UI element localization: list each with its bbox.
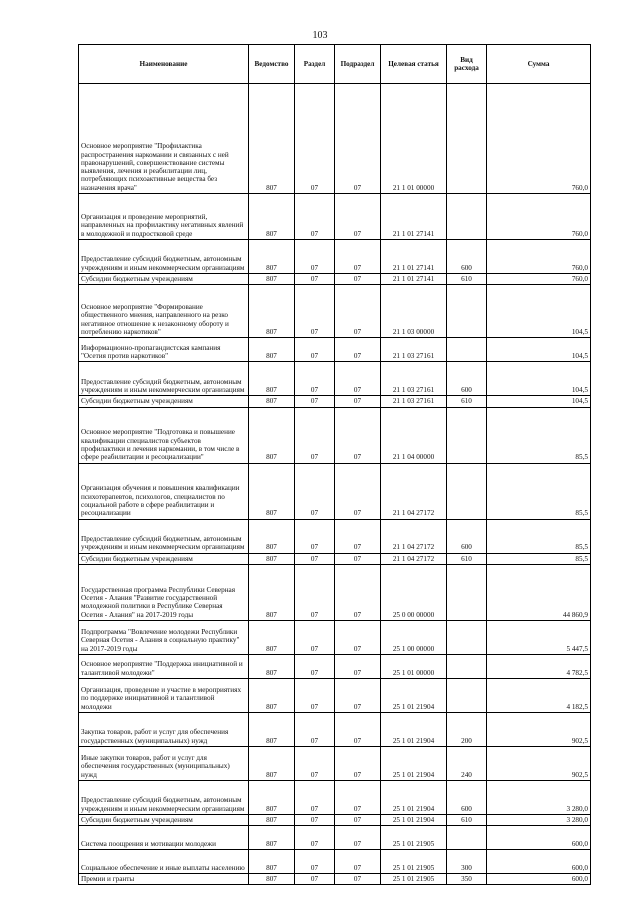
table-row bbox=[79, 850, 591, 874]
row-target: 21 1 01 00000 bbox=[381, 84, 447, 194]
row-razdel: 07 bbox=[295, 678, 335, 712]
row-target: 25 1 00 00000 bbox=[381, 620, 447, 654]
row-target: 21 1 04 00000 bbox=[381, 407, 447, 463]
row-podrazdel: 07 bbox=[335, 850, 381, 874]
row-podrazdel: 07 bbox=[335, 84, 381, 194]
row-podrazdel: 07 bbox=[335, 274, 381, 285]
row-razdel: 07 bbox=[295, 746, 335, 780]
row-razdel: 07 bbox=[295, 814, 335, 825]
row-vedomstvo: 807 bbox=[249, 285, 295, 338]
row-name: Организация обучения и повышения квалификации психотерапевтов, психологов, специалистов по социальной работе в сфере реабилитации и ресоциализации bbox=[79, 463, 249, 519]
row-target: 25 1 01 21904 bbox=[381, 814, 447, 825]
row-podrazdel: 07 bbox=[335, 826, 381, 850]
row-target: 25 1 01 21905 bbox=[381, 850, 447, 874]
table-row bbox=[79, 84, 591, 194]
row-target: 25 1 01 00000 bbox=[381, 654, 447, 678]
row-sum: 760,0 bbox=[487, 84, 591, 194]
header-vid: Вид расхода bbox=[447, 45, 487, 84]
row-target: 25 0 00 00000 bbox=[381, 564, 447, 620]
page-number: 103 bbox=[312, 30, 328, 41]
row-razdel: 07 bbox=[295, 396, 335, 407]
row-razdel: 07 bbox=[295, 240, 335, 274]
row-vedomstvo: 807 bbox=[249, 746, 295, 780]
row-sum: 3 280,0 bbox=[487, 814, 591, 825]
row-razdel: 07 bbox=[295, 620, 335, 654]
row-target: 21 1 04 27172 bbox=[381, 519, 447, 553]
row-razdel: 07 bbox=[295, 285, 335, 338]
row-vid: 300 bbox=[447, 850, 487, 874]
row-name: Государственная программа Республики Северная Осетия - Алания "Развитие государственной молодежной политики в Республике Северная Осетия - Алания" на 2017-2019 годы bbox=[79, 564, 249, 620]
row-podrazdel: 07 bbox=[335, 407, 381, 463]
row-sum: 104,5 bbox=[487, 338, 591, 362]
row-vid: 610 bbox=[447, 274, 487, 285]
row-target: 21 1 03 27161 bbox=[381, 338, 447, 362]
row-vid bbox=[447, 826, 487, 850]
row-sum: 4 182,5 bbox=[487, 678, 591, 712]
row-podrazdel: 07 bbox=[335, 396, 381, 407]
table-row bbox=[79, 362, 591, 396]
row-podrazdel: 07 bbox=[335, 338, 381, 362]
row-vedomstvo: 807 bbox=[249, 826, 295, 850]
row-vid: 600 bbox=[447, 240, 487, 274]
row-sum: 600,0 bbox=[487, 850, 591, 874]
row-vedomstvo: 807 bbox=[249, 553, 295, 564]
row-vedomstvo: 807 bbox=[249, 814, 295, 825]
table-row bbox=[79, 654, 591, 678]
row-vedomstvo: 807 bbox=[249, 463, 295, 519]
row-sum: 3 280,0 bbox=[487, 780, 591, 814]
row-vedomstvo: 807 bbox=[249, 362, 295, 396]
row-vedomstvo: 807 bbox=[249, 620, 295, 654]
row-vedomstvo: 807 bbox=[249, 396, 295, 407]
row-vedomstvo: 807 bbox=[249, 519, 295, 553]
row-vedomstvo: 807 bbox=[249, 407, 295, 463]
row-razdel: 07 bbox=[295, 874, 335, 885]
table-row bbox=[79, 285, 591, 338]
row-razdel: 07 bbox=[295, 826, 335, 850]
row-vedomstvo: 807 bbox=[249, 274, 295, 285]
table-row bbox=[79, 826, 591, 850]
row-vedomstvo: 807 bbox=[249, 678, 295, 712]
row-vid bbox=[447, 407, 487, 463]
row-sum: 44 860,9 bbox=[487, 564, 591, 620]
row-vedomstvo: 807 bbox=[249, 564, 295, 620]
row-sum: 760,0 bbox=[487, 194, 591, 240]
row-vid: 350 bbox=[447, 874, 487, 885]
row-vid: 200 bbox=[447, 712, 487, 746]
row-razdel: 07 bbox=[295, 362, 335, 396]
row-vedomstvo: 807 bbox=[249, 654, 295, 678]
header-sum: Сумма bbox=[487, 45, 591, 84]
row-sum: 104,5 bbox=[487, 362, 591, 396]
row-vedomstvo: 807 bbox=[249, 712, 295, 746]
row-target: 25 1 01 21904 bbox=[381, 712, 447, 746]
row-target: 21 1 03 27161 bbox=[381, 362, 447, 396]
table-row bbox=[79, 407, 591, 463]
row-vedomstvo: 807 bbox=[249, 874, 295, 885]
row-name: Основное мероприятие "Профилактика распространения наркомании и связанных с ней правонарушений, совершенствование системы выявления, лечения и реабилитации лиц, потребляющих психоактивные вещества без назначения врача" bbox=[79, 84, 249, 194]
row-vid: 600 bbox=[447, 780, 487, 814]
row-vid bbox=[447, 463, 487, 519]
row-podrazdel: 07 bbox=[335, 519, 381, 553]
row-razdel: 07 bbox=[295, 564, 335, 620]
row-name: Основное мероприятие "Формирование общественного мнения, направленного на резко негативное отношение к незаконному обороту и потреблению наркотиков" bbox=[79, 285, 249, 338]
row-sum: 5 447,5 bbox=[487, 620, 591, 654]
row-vid bbox=[447, 285, 487, 338]
row-sum: 104,5 bbox=[487, 285, 591, 338]
row-podrazdel: 07 bbox=[335, 362, 381, 396]
row-name: Подпрограмма "Вовлечение молодежи Республики Северная Осетия - Алания в социальную практику" на 2017-2019 годы bbox=[79, 620, 249, 654]
row-target: 25 1 01 21905 bbox=[381, 874, 447, 885]
table-row bbox=[79, 240, 591, 274]
row-target: 25 1 01 21904 bbox=[381, 678, 447, 712]
row-razdel: 07 bbox=[295, 712, 335, 746]
row-name: Основное мероприятие "Поддержка инициативной и талантливой молодежи" bbox=[79, 654, 249, 678]
row-podrazdel: 07 bbox=[335, 564, 381, 620]
row-vid bbox=[447, 338, 487, 362]
row-name: Информационно-пропагандистская кампания "Осетия против наркотиков" bbox=[79, 338, 249, 362]
table-row bbox=[79, 678, 591, 712]
row-razdel: 07 bbox=[295, 274, 335, 285]
row-name: Организация и проведение мероприятий, направленных на профилактику негативных явлений в молодежной и подростковой среде bbox=[79, 194, 249, 240]
row-sum: 902,5 bbox=[487, 746, 591, 780]
row-target: 25 1 01 21905 bbox=[381, 826, 447, 850]
header-razdel: Раздел bbox=[295, 45, 335, 84]
row-target: 25 1 01 21904 bbox=[381, 746, 447, 780]
row-sum: 600,0 bbox=[487, 874, 591, 885]
table-row bbox=[79, 620, 591, 654]
row-target: 21 1 04 27172 bbox=[381, 463, 447, 519]
table-row bbox=[79, 194, 591, 240]
row-sum: 85,5 bbox=[487, 519, 591, 553]
row-name: Субсидии бюджетным учреждениям bbox=[79, 814, 249, 825]
row-podrazdel: 07 bbox=[335, 654, 381, 678]
row-vedomstvo: 807 bbox=[249, 84, 295, 194]
row-razdel: 07 bbox=[295, 553, 335, 564]
row-podrazdel: 07 bbox=[335, 285, 381, 338]
row-razdel: 07 bbox=[295, 519, 335, 553]
row-name: Социальное обеспечение и иные выплаты населению bbox=[79, 850, 249, 874]
row-target: 21 1 04 27172 bbox=[381, 553, 447, 564]
row-sum: 760,0 bbox=[487, 274, 591, 285]
row-target: 25 1 01 21904 bbox=[381, 780, 447, 814]
row-sum: 85,5 bbox=[487, 553, 591, 564]
row-name: Основное мероприятие "Подготовка и повышение квалификации специалистов субъектов профилактики и лечения наркомании, в том числе в сфере реабилитации и ресоциализации" bbox=[79, 407, 249, 463]
row-name: Субсидии бюджетным учреждениям bbox=[79, 274, 249, 285]
table-row bbox=[79, 874, 591, 885]
row-podrazdel: 07 bbox=[335, 746, 381, 780]
row-vedomstvo: 807 bbox=[249, 194, 295, 240]
row-razdel: 07 bbox=[295, 654, 335, 678]
row-vid bbox=[447, 84, 487, 194]
row-target: 21 1 01 27141 bbox=[381, 194, 447, 240]
row-vid: 600 bbox=[447, 519, 487, 553]
row-name: Субсидии бюджетным учреждениям bbox=[79, 553, 249, 564]
row-vid bbox=[447, 620, 487, 654]
row-name: Предоставление субсидий бюджетным, автономным учреждениям и иным некоммерческим организациям bbox=[79, 240, 249, 274]
row-vid: 610 bbox=[447, 553, 487, 564]
row-target: 21 1 01 27141 bbox=[381, 274, 447, 285]
table-row bbox=[79, 396, 591, 407]
table-row bbox=[79, 274, 591, 285]
table-row bbox=[79, 814, 591, 825]
row-target: 21 1 03 27161 bbox=[381, 396, 447, 407]
row-podrazdel: 07 bbox=[335, 240, 381, 274]
row-podrazdel: 07 bbox=[335, 814, 381, 825]
table-row bbox=[79, 564, 591, 620]
table-row bbox=[79, 780, 591, 814]
row-vid bbox=[447, 678, 487, 712]
row-name: Организация, проведение и участие в мероприятиях по поддержке инициативной и талантливой молодежи bbox=[79, 678, 249, 712]
row-name: Предоставление субсидий бюджетным, автономным учреждениям и иным некоммерческим организациям bbox=[79, 780, 249, 814]
row-sum: 760,0 bbox=[487, 240, 591, 274]
row-vid: 610 bbox=[447, 396, 487, 407]
row-name: Предоставление субсидий бюджетным, автономным учреждениям и иным некоммерческим организациям bbox=[79, 362, 249, 396]
row-vid: 240 bbox=[447, 746, 487, 780]
row-vid bbox=[447, 194, 487, 240]
table-row bbox=[79, 746, 591, 780]
row-razdel: 07 bbox=[295, 194, 335, 240]
row-podrazdel: 07 bbox=[335, 712, 381, 746]
budget-table bbox=[78, 44, 591, 885]
header-target: Целевая статья bbox=[381, 45, 447, 84]
header-podrazdel: Подраздел bbox=[335, 45, 381, 84]
row-podrazdel: 07 bbox=[335, 780, 381, 814]
row-name: Иные закупки товаров, работ и услуг для обеспечения государственных (муниципальных) нужд bbox=[79, 746, 249, 780]
row-vid bbox=[447, 564, 487, 620]
header-vedomstvo: Ведомство bbox=[249, 45, 295, 84]
row-vedomstvo: 807 bbox=[249, 780, 295, 814]
row-razdel: 07 bbox=[295, 850, 335, 874]
row-vid bbox=[447, 654, 487, 678]
row-podrazdel: 07 bbox=[335, 874, 381, 885]
row-name: Предоставление субсидий бюджетным, автономным учреждениям и иным некоммерческим организациям bbox=[79, 519, 249, 553]
row-razdel: 07 bbox=[295, 338, 335, 362]
row-vedomstvo: 807 bbox=[249, 850, 295, 874]
row-target: 21 1 03 00000 bbox=[381, 285, 447, 338]
row-sum: 85,5 bbox=[487, 407, 591, 463]
row-vid: 600 bbox=[447, 362, 487, 396]
row-sum: 600,0 bbox=[487, 826, 591, 850]
row-razdel: 07 bbox=[295, 780, 335, 814]
row-podrazdel: 07 bbox=[335, 194, 381, 240]
row-name: Система поощрения и мотивации молодежи bbox=[79, 826, 249, 850]
table-row bbox=[79, 338, 591, 362]
row-sum: 902,5 bbox=[487, 712, 591, 746]
row-vedomstvo: 807 bbox=[249, 240, 295, 274]
row-vedomstvo: 807 bbox=[249, 338, 295, 362]
row-name: Субсидии бюджетным учреждениям bbox=[79, 396, 249, 407]
row-podrazdel: 07 bbox=[335, 463, 381, 519]
row-razdel: 07 bbox=[295, 84, 335, 194]
row-name: Премии и гранты bbox=[79, 874, 249, 885]
row-sum: 104,5 bbox=[487, 396, 591, 407]
row-sum: 4 782,5 bbox=[487, 654, 591, 678]
row-target: 21 1 01 27141 bbox=[381, 240, 447, 274]
row-razdel: 07 bbox=[295, 463, 335, 519]
row-razdel: 07 bbox=[295, 407, 335, 463]
row-podrazdel: 07 bbox=[335, 553, 381, 564]
table-header-row bbox=[79, 45, 591, 84]
row-sum: 85,5 bbox=[487, 463, 591, 519]
table-row bbox=[79, 553, 591, 564]
header-name: Наименование bbox=[79, 45, 249, 84]
table-row bbox=[79, 519, 591, 553]
table-row bbox=[79, 463, 591, 519]
row-vid: 610 bbox=[447, 814, 487, 825]
row-name: Закупка товаров, работ и услуг для обеспечения государственных (муниципальных) нужд bbox=[79, 712, 249, 746]
table-row bbox=[79, 712, 591, 746]
row-podrazdel: 07 bbox=[335, 620, 381, 654]
row-podrazdel: 07 bbox=[335, 678, 381, 712]
